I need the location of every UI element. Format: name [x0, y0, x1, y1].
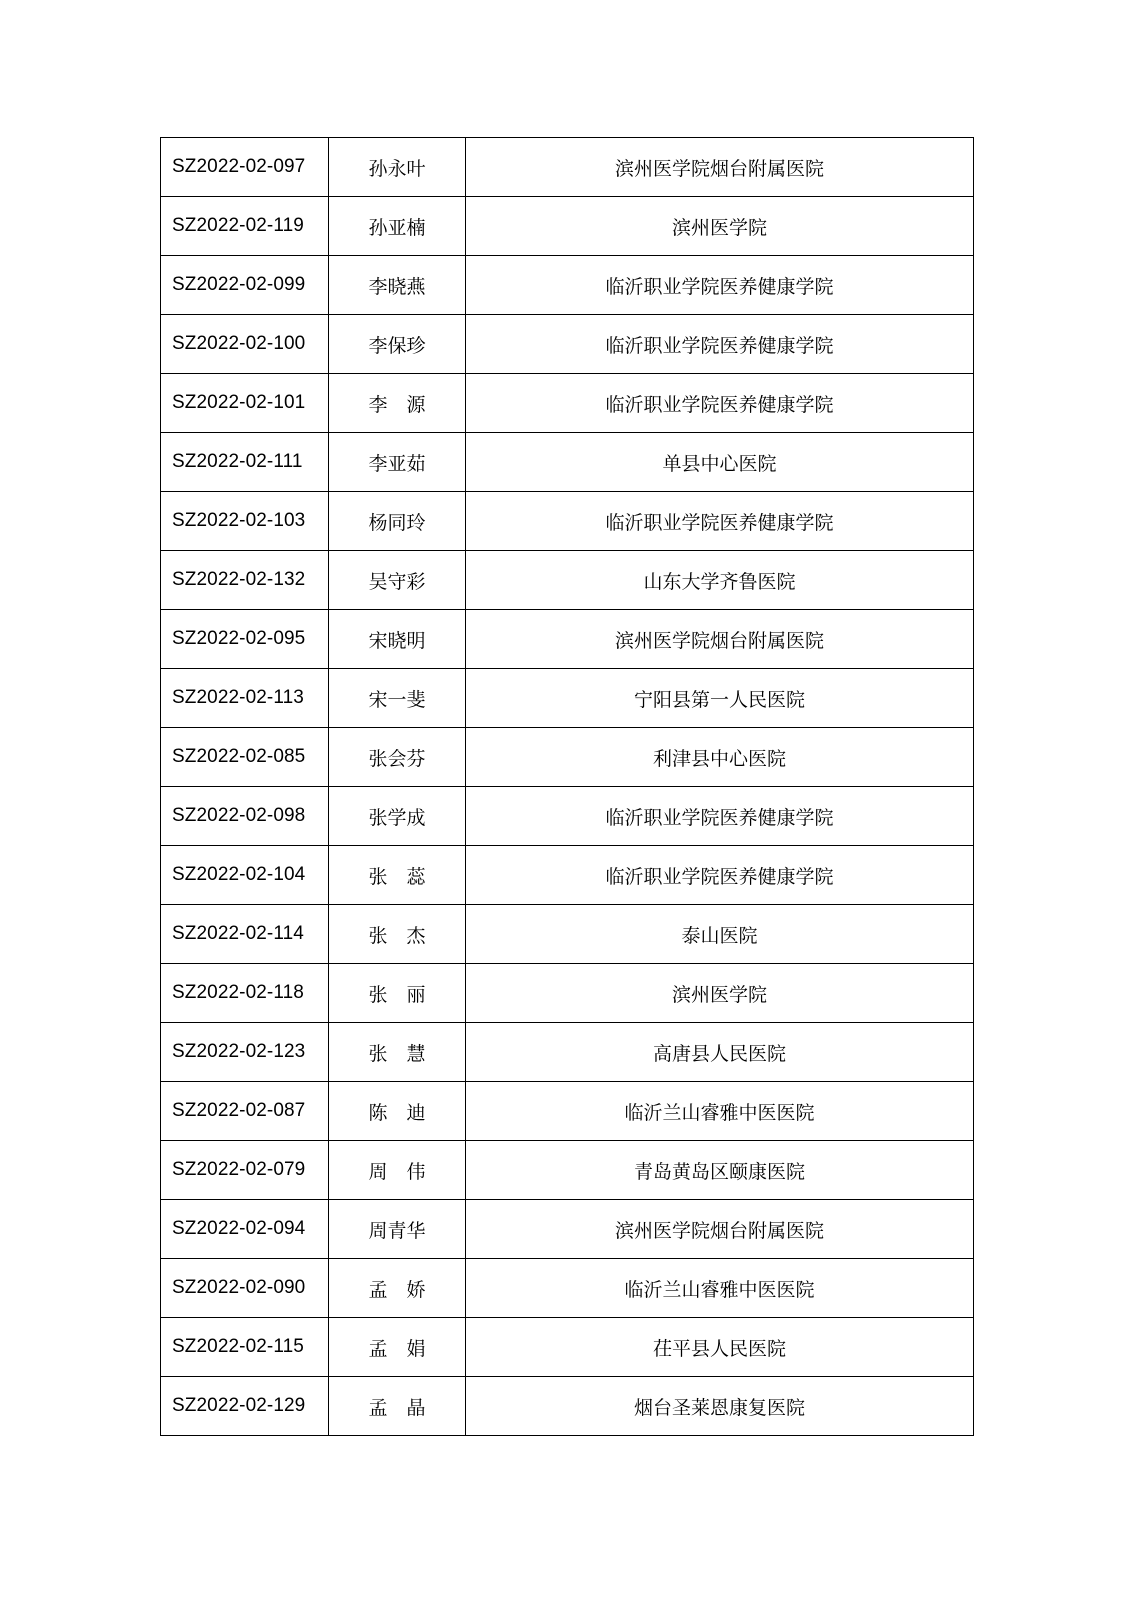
certificate-number-cell: SZ2022-02-123: [161, 1023, 329, 1082]
person-name-cell: 张会芬: [329, 728, 466, 787]
certificate-number-cell: SZ2022-02-118: [161, 964, 329, 1023]
person-name-cell: 李晓燕: [329, 256, 466, 315]
certificate-number-cell: SZ2022-02-114: [161, 905, 329, 964]
organization-cell: 临沂职业学院医养健康学院: [466, 374, 974, 433]
roster-table-body: [161, 138, 974, 1436]
person-name-cell: 吴守彩: [329, 551, 466, 610]
person-name-cell: 宋晓明: [329, 610, 466, 669]
certificate-number-cell: SZ2022-02-095: [161, 610, 329, 669]
organization-cell: 临沂职业学院医养健康学院: [466, 846, 974, 905]
organization-cell: 滨州医学院烟台附属医院: [466, 138, 974, 197]
organization-cell: 烟台圣莱恩康复医院: [466, 1377, 974, 1436]
organization-cell: 单县中心医院: [466, 433, 974, 492]
organization-cell: 滨州医学院: [466, 197, 974, 256]
certificate-number-cell: SZ2022-02-103: [161, 492, 329, 551]
organization-cell: 临沂兰山睿雅中医医院: [466, 1259, 974, 1318]
table-row: [161, 315, 974, 374]
person-name-cell: 李 源: [329, 374, 466, 433]
organization-cell: 临沂职业学院医养健康学院: [466, 256, 974, 315]
organization-cell: 高唐县人民医院: [466, 1023, 974, 1082]
certificate-number-cell: SZ2022-02-132: [161, 551, 329, 610]
organization-cell: 山东大学齐鲁医院: [466, 551, 974, 610]
table-row: [161, 1377, 974, 1436]
certificate-number-cell: SZ2022-02-119: [161, 197, 329, 256]
organization-cell: 临沂兰山睿雅中医医院: [466, 1082, 974, 1141]
person-name-cell: 李亚茹: [329, 433, 466, 492]
certificate-number-cell: SZ2022-02-099: [161, 256, 329, 315]
certificate-number-cell: SZ2022-02-097: [161, 138, 329, 197]
organization-cell: 临沂职业学院医养健康学院: [466, 315, 974, 374]
certificate-number-cell: SZ2022-02-094: [161, 1200, 329, 1259]
person-name-cell: 张 慧: [329, 1023, 466, 1082]
organization-cell: 滨州医学院: [466, 964, 974, 1023]
organization-cell: 宁阳县第一人民医院: [466, 669, 974, 728]
table-row: [161, 610, 974, 669]
table-row: [161, 1023, 974, 1082]
person-name-cell: 张 丽: [329, 964, 466, 1023]
certificate-number-cell: SZ2022-02-111: [161, 433, 329, 492]
table-row: [161, 492, 974, 551]
person-name-cell: 张 蕊: [329, 846, 466, 905]
table-row: [161, 964, 974, 1023]
certificate-number-cell: SZ2022-02-129: [161, 1377, 329, 1436]
person-name-cell: 杨同玲: [329, 492, 466, 551]
certificate-number-cell: SZ2022-02-115: [161, 1318, 329, 1377]
certificate-number-cell: SZ2022-02-079: [161, 1141, 329, 1200]
person-name-cell: 孟 娟: [329, 1318, 466, 1377]
person-name-cell: 周 伟: [329, 1141, 466, 1200]
certificate-number-cell: SZ2022-02-098: [161, 787, 329, 846]
table-row: [161, 551, 974, 610]
organization-cell: 滨州医学院烟台附属医院: [466, 610, 974, 669]
person-name-cell: 陈 迪: [329, 1082, 466, 1141]
table-row: [161, 787, 974, 846]
person-name-cell: 孟 晶: [329, 1377, 466, 1436]
table-row: [161, 197, 974, 256]
table-row: [161, 1200, 974, 1259]
person-name-cell: 张学成: [329, 787, 466, 846]
person-name-cell: 孙永叶: [329, 138, 466, 197]
roster-table: [160, 137, 974, 1436]
organization-cell: 临沂职业学院医养健康学院: [466, 787, 974, 846]
table-row: [161, 728, 974, 787]
table-row: [161, 1259, 974, 1318]
person-name-cell: 周青华: [329, 1200, 466, 1259]
certificate-number-cell: SZ2022-02-104: [161, 846, 329, 905]
table-row: [161, 1141, 974, 1200]
table-row: [161, 374, 974, 433]
certificate-number-cell: SZ2022-02-113: [161, 669, 329, 728]
certificate-number-cell: SZ2022-02-087: [161, 1082, 329, 1141]
organization-cell: 临沂职业学院医养健康学院: [466, 492, 974, 551]
certificate-number-cell: SZ2022-02-090: [161, 1259, 329, 1318]
table-row: [161, 846, 974, 905]
table-row: [161, 1082, 974, 1141]
table-row: [161, 256, 974, 315]
organization-cell: 滨州医学院烟台附属医院: [466, 1200, 974, 1259]
table-row: [161, 1318, 974, 1377]
person-name-cell: 孟 娇: [329, 1259, 466, 1318]
person-name-cell: 张 杰: [329, 905, 466, 964]
person-name-cell: 孙亚楠: [329, 197, 466, 256]
organization-cell: 泰山医院: [466, 905, 974, 964]
table-row: [161, 138, 974, 197]
person-name-cell: 李保珍: [329, 315, 466, 374]
person-name-cell: 宋一斐: [329, 669, 466, 728]
table-row: [161, 669, 974, 728]
table-row: [161, 905, 974, 964]
organization-cell: 利津县中心医院: [466, 728, 974, 787]
organization-cell: 茌平县人民医院: [466, 1318, 974, 1377]
certificate-number-cell: SZ2022-02-100: [161, 315, 329, 374]
certificate-number-cell: SZ2022-02-101: [161, 374, 329, 433]
table-row: [161, 433, 974, 492]
organization-cell: 青岛黄岛区颐康医院: [466, 1141, 974, 1200]
certificate-number-cell: SZ2022-02-085: [161, 728, 329, 787]
